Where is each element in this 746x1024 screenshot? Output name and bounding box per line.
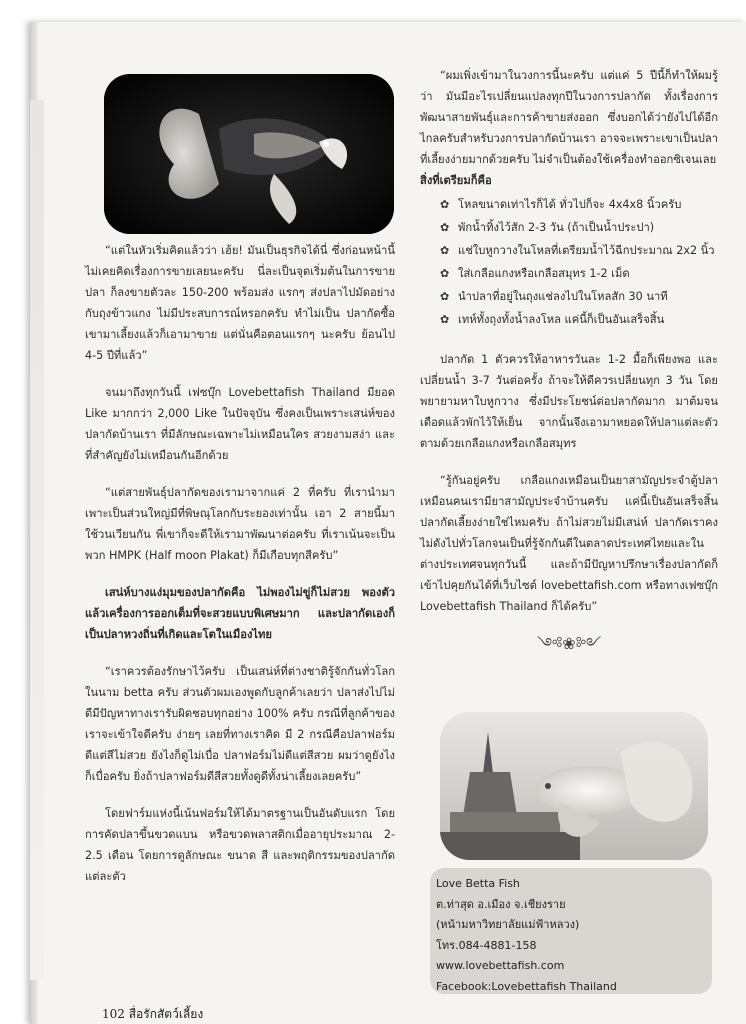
contact-box bbox=[430, 868, 712, 994]
checklist-item: ✿ ใส่เกลือแกงหรือเกลือสมุทร 1-2 เม็ด bbox=[440, 262, 718, 285]
flower-bullet-icon: ✿ bbox=[440, 221, 450, 234]
page-footer bbox=[102, 1005, 203, 1024]
flower-bullet-icon: ✿ bbox=[440, 290, 450, 303]
left-paragraph-1: “แต่ในหัวเริ่มคิดแล้วว่า เฮ้ย! มันเป็นธุรกิจได้นี่ ซึ่งก่อนหน้านี้ไม่เคยคิดเรื่องการขายเลยนะครับ นี่ละเป็นจุดเริ่มต้นในการขายปลา ก็ลงขายตัวละ 150-200 พร้อมส่ง แรกๆ ส่งปลาไปมัดอย่างกับถุงข้าวแกง ไม่มีประสบการณ์หรอกครับ ทำไม่เป็น ปลากัดซื้อเขามาเลี้ยงแล้วก็เอามาขาย แต่นั่นคือตอนแรกๆ นะครับ ย้อนไป 4-5 ปีที่แล้ว” bbox=[85, 244, 395, 362]
left-paragraph-6: โดยฟาร์มแห่งนี้เน้นฟอร์มให้ได้มาตรฐานเป็นอันดับแรก โดยการคัดปลาขึ้นขวดแบน หรือขวดพลาสติกเมื่ออายุประมาณ 2-2.5 เดือน โดยการดูลักษณะ ขนาด สี และพฤติกรรมของปลากัดแต่ละตัว bbox=[85, 807, 395, 883]
flower-bullet-icon: ✿ bbox=[440, 244, 450, 257]
left-column bbox=[85, 240, 395, 903]
flower-bullet-icon: ✿ bbox=[440, 198, 450, 211]
betta-fish-photo-top bbox=[104, 74, 394, 234]
flower-bullet-icon: ✿ bbox=[440, 267, 450, 280]
checklist-item: ✿ พักน้ำทิ้งไว้สัก 2-3 วัน (ถ้าเป็นน้ำประปา) bbox=[440, 216, 718, 239]
left-paragraph-2: จนมาถึงทุกวันนี้ เฟซบุ๊ก Lovebettafish Thailand มียอด Like มากกว่า 2,000 Like ในปัจจุบัน ซึ่งคงเป็นเพราะเสน่ห์ของปลากัดบ้านเรา ที่มีลักษณะเฉพาะไม่เหมือนใคร สวยงามสง่า และที่สำคัญยังไม่เหมือนกันอีกด้วย bbox=[85, 386, 395, 462]
magazine-name: สื่อรักสัตว์เลี้ยง bbox=[128, 1007, 204, 1021]
page-margin-strip bbox=[30, 100, 44, 980]
contact-facebook: Facebook:Lovebettafish Thailand bbox=[436, 979, 617, 993]
checklist bbox=[440, 193, 718, 331]
checklist-item: ✿ เทห์ทั้งถุงทั้งน้ำลงโหล แค่นี้ก็เป็นอันเสร็จสิ้น bbox=[440, 308, 718, 331]
checklist-item: ✿ นำปลาที่อยู่ในถุงแช่ลงไปในโหลสัก 30 นาที bbox=[440, 285, 718, 308]
contact-address-2: (หน้ามหาวิทยาลัยแม่ฟ้าหลวง) bbox=[436, 918, 580, 931]
checklist-item: ✿ โหลขนาดเท่าไรก็ได้ ทั่วไปก็จะ 4x4x8 นิ้วครับ bbox=[440, 193, 718, 216]
temple-betta-illustration bbox=[440, 712, 708, 860]
betta-fish-illustration bbox=[104, 74, 394, 234]
betta-temple-photo bbox=[440, 712, 708, 860]
contact-address-1: ต.ท่าสุด อ.เมือง จ.เชียงราย bbox=[436, 897, 566, 911]
contact-name: Love Betta Fish bbox=[436, 877, 520, 890]
left-paragraph-5: “เราควรต้องรักษาไว้ครับ เป็นเสน่ห์ที่ต่างชาติรู้จักกันทั่วโลกในนาม betta ครับ ส่วนตัวผมเองพูดกับลูกค้าเลยว่า ปลาส่งไปไม่ดีมีปัญหาทางเรารับผิดชอบทุกอย่าง 100% ครับ กรณีที่ลูกค้าของเราจะเข้าใจดีครับ ง่ายๆ เลยที่ทางเราคิด มี 2 กรณีคือปลาฟอร์มดีแต่สีไม่สวย ยังไงก็ดูไม่เบื่อ ปลาฟอร์มไม่ดีแต่สีสวย ผมว่าดูยังไงก็เบื่อครับ ยิ่งถ้าปลาฟอร์มดีสีสวยทั้งดูดีทั้งน่าเลี้ยงเลยครับ” bbox=[85, 665, 395, 783]
page-number: 102 bbox=[102, 1007, 125, 1021]
checklist-item: ✿ แช่ใบหูกวางในโหลที่เตรียมน้ำไว้ฉีกประมาณ 2x2 นิ้ว bbox=[440, 239, 718, 262]
left-paragraph-3: “แต่สายพันธุ์ปลากัดของเรามาจากแค่ 2 ที่ครับ ที่เรานำมาเพาะเป็นส่วนใหญ่มีที่พิษณุโลกกับระยองเท่านั้น เอา 2 สายนี้มาใช้วนเวียนกัน พี่เขาก็จะดีให้เรามาพัฒนาต่อครับ ที่เราเน้นจะเป็นพวก HMPK (Half moon Plakat) ก็มีเกือบทุกสีครับ” bbox=[85, 486, 395, 562]
checklist-title: สิ่งที่เตรียมก็คือ bbox=[420, 174, 492, 187]
right-intro: “ผมเพิ่งเข้ามาในวงการนี้นะครับ แต่แค่ 5 ปีนี้ก็ทำให้ผมรู้ว่า มันมีอะไรเปลี่ยนแปลงทุกปีในวงการปลากัด ทั้งเรื่องการพัฒนาสายพันธุ์และการค้าขายส่งออก ซึ่งบอกได้ว่ายังไปได้อีกไกลครับสำหรับวงการปลากัดบ้านเรา อาจจะเพราะเขาเป็นปลาที่เลี้ยงง่ายมากด้วยครับ ไม่จำเป็นต้องใช้เครื่องทำออกซิเจนเลย bbox=[420, 69, 718, 166]
ornament-icon: ༺❀༻ bbox=[536, 634, 602, 653]
left-paragraph-4: เสน่ห์บางแง่มุมของปลากัดคือ ไม่พองไม่ขู่ก็ไม่สวย พองตัวแล้วเครื่องการออกเต็มที่จะสวยแบบพิเศษมาก และปลากัดเองก็เป็นปลาหวงถิ่นที่เกิดและโตในเมืองไทย bbox=[85, 586, 395, 641]
flower-bullet-icon: ✿ bbox=[440, 313, 450, 326]
closing-quote: “รู้กันอยู่ครับ เกลือแกงเหมือนเป็นยาสามัญประจำตู้ปลา เหมือนคนเรามียาสามัญประจำบ้านครับ แค่นี้เป็นอันเสร็จสิ้น ปลากัดเลี้ยงง่ายใช่ไหมครับ ถ้าไม่สวยไม่มีเสน่ห์ ปลากัดเราคงไม่ดังไปทั่วโลกจนเป็นที่รู้จักกันดีในตลาดประเทศไทยและในต่างประเทศจนทุกวันนี้ และถ้ามีปัญหาปรึกษาเรื่องปลากัดก็เข้าไปคุยกันได้ที่เว็บไซต์ lovebettafish.com หรือทางเฟซบุ๊ก Lovebettafish Thailand ก็ได้ครับ” bbox=[420, 474, 718, 613]
care-paragraph: ปลากัด 1 ตัวควรให้อาหารวันละ 1-2 มื้อก็เพียงพอ และเปลี่ยนน้ำ 3-7 วันต่อครั้ง ถ้าจะให้ดีควรเปลี่ยนทุก 3 วัน โดยพยายามหาใบหูกวาง ซึ่งมีประโยชน์ต่อปลากัดมาก มาต้มจนเดือดแล้วพักไว้ให้เย็น จากนั้นจึงเอามาหยอดให้ปลาแต่ละตัวตามด้วยเกลือแกงหรือเกลือสมุทร bbox=[420, 353, 718, 450]
contact-website: www.lovebettafish.com bbox=[436, 959, 565, 972]
right-column bbox=[420, 65, 718, 664]
contact-phone: โทร.084-4881-158 bbox=[436, 938, 537, 952]
